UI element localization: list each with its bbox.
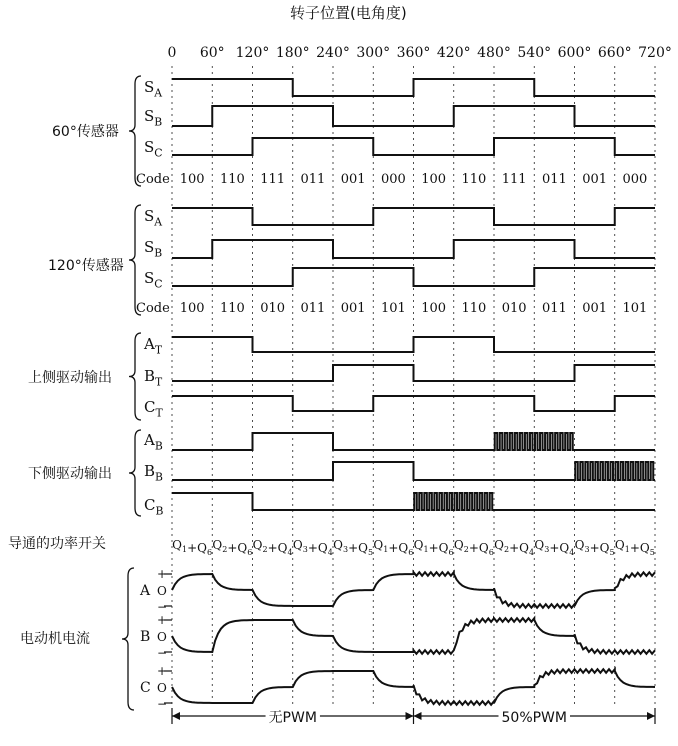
- switch-pair-6: $Q_1+Q_6$: [413, 538, 454, 557]
- lower-wave-1: [172, 462, 655, 480]
- angle-label-12: 720°: [638, 45, 672, 61]
- current-phase-B: B: [140, 629, 151, 645]
- current-phase-A: A: [140, 583, 151, 599]
- bottom-arrowhead-2: [414, 712, 422, 720]
- angle-label-6: 360°: [396, 45, 431, 61]
- current-plus-A: +: [157, 567, 168, 581]
- s60-code-8: 111: [501, 172, 527, 187]
- s120-code-9: 011: [541, 301, 567, 316]
- current-wave-C: [172, 669, 655, 705]
- s120-code-3: 011: [300, 301, 326, 316]
- angle-label-8: 480°: [477, 45, 511, 61]
- s120-code-4: 001: [340, 301, 366, 316]
- switch-pair-5: $Q_1+Q_6$: [373, 538, 414, 557]
- s60-code-11: 000: [622, 172, 648, 187]
- current-minus-B: −: [157, 646, 168, 660]
- s120-code-11: 101: [622, 301, 648, 316]
- current-plus-C: +: [157, 664, 168, 678]
- switch-pair-7: $Q_2+Q_6$: [453, 538, 494, 557]
- s60-code-1: 110: [219, 172, 245, 187]
- s60-code-2: 111: [260, 172, 286, 187]
- current-plus-B: +: [157, 613, 168, 627]
- angle-label-4: 240°: [316, 45, 350, 61]
- s120-label-0: $S_A$: [144, 207, 163, 229]
- s60-code-3: 011: [300, 172, 326, 187]
- s120-wave-1: [172, 240, 655, 258]
- angle-label-5: 300°: [356, 45, 391, 61]
- switch-pair-1: $Q_2+Q_6$: [212, 538, 253, 557]
- s60-wave-2: [172, 138, 655, 155]
- switch-pair-10: $Q_3+Q_5$: [574, 538, 615, 557]
- switch-pair-9: $Q_3+Q_4$: [534, 538, 575, 557]
- switch-pair-0: $Q_1+Q_6$: [172, 538, 213, 557]
- s120-code-1: 110: [219, 301, 245, 316]
- current-minus-C: −: [157, 697, 168, 711]
- s60-code-7: 110: [461, 172, 487, 187]
- s120-code-5: 101: [380, 301, 406, 316]
- lower-group-label: 下侧驱动输出: [28, 466, 112, 482]
- current-zero-B: O: [157, 630, 167, 644]
- s120-wave-2: [172, 268, 655, 286]
- bottom-label-50pwm: 50%PWM: [501, 710, 567, 726]
- upper-label-2: $C_T$: [144, 398, 163, 420]
- sensor120-label: 120°传感器: [48, 258, 124, 274]
- angle-label-0: 0: [167, 45, 177, 61]
- switch-pair-2: $Q_2+Q_4$: [252, 538, 293, 557]
- switches-label: 导通的功率开关: [8, 536, 106, 552]
- lower-label-0: $A_B$: [144, 431, 163, 453]
- upper-label-0: $A_T$: [144, 335, 163, 357]
- lower-wave-0: [172, 433, 655, 450]
- angle-label-11: 660°: [597, 45, 632, 61]
- angle-label-10: 600°: [557, 45, 592, 61]
- lower-label-1: $B_B$: [144, 462, 163, 484]
- angle-label-7: 420°: [436, 45, 471, 61]
- lower-wave-2: [172, 493, 655, 510]
- s60-label-1: $S_B$: [144, 107, 163, 129]
- diagram-title: 转子位置(电角度): [290, 4, 407, 22]
- s120-code-10: 001: [582, 301, 608, 316]
- current-zero-A: O: [157, 584, 167, 598]
- s60-code-label: Code: [136, 172, 170, 187]
- s60-wave-0: [172, 79, 655, 96]
- s120-code-0: 100: [179, 301, 205, 316]
- angle-label-1: 60°: [199, 45, 225, 61]
- switch-pair-8: $Q_2+Q_4$: [494, 538, 535, 557]
- s120-code-8: 010: [501, 301, 527, 316]
- sensor60-label: 60°传感器: [52, 124, 119, 140]
- bottom-arrowhead-0: [172, 712, 180, 720]
- upper-group-label: 上侧驱动输出: [28, 370, 112, 386]
- s120-label-2: $S_C$: [144, 269, 163, 291]
- s120-code-2: 010: [260, 301, 286, 316]
- switch-pair-3: $Q_3+Q_4$: [292, 538, 333, 557]
- s60-brace: [129, 76, 141, 186]
- s60-label-2: $S_C$: [144, 138, 163, 160]
- upper-label-1: $B_T$: [144, 367, 163, 389]
- bottom-label-no-pwm: 无PWM: [268, 710, 317, 726]
- angle-label-3: 180°: [275, 45, 310, 61]
- upper-wave-0: [172, 337, 655, 352]
- current-group-label: 电动机电流: [20, 631, 90, 647]
- upper-wave-1: [172, 365, 655, 381]
- s120-code-label: Code: [136, 301, 170, 316]
- bottom-arrowhead-1: [406, 712, 414, 720]
- s60-label-0: $S_A$: [144, 78, 163, 100]
- switch-pair-4: $Q_3+Q_5$: [333, 538, 374, 557]
- current-zero-C: O: [157, 681, 167, 695]
- s60-code-10: 001: [582, 172, 608, 187]
- current-minus-A: −: [157, 600, 168, 614]
- current-phase-C: C: [140, 680, 151, 696]
- s120-brace: [129, 205, 141, 315]
- lower-brace: [129, 430, 141, 516]
- bottom-arrowhead-3: [647, 712, 655, 720]
- s120-code-7: 110: [461, 301, 487, 316]
- s60-code-5: 000: [380, 172, 406, 187]
- s60-code-0: 100: [179, 172, 205, 187]
- s120-label-1: $S_B$: [144, 238, 163, 260]
- upper-brace: [129, 333, 141, 420]
- angle-label-2: 120°: [235, 45, 270, 61]
- switch-pair-11: $Q_1+Q_5$: [614, 538, 655, 557]
- s60-code-6: 100: [421, 172, 447, 187]
- s60-code-9: 011: [541, 172, 567, 187]
- current-brace: [122, 568, 134, 710]
- s120-code-6: 100: [421, 301, 447, 316]
- angle-label-9: 540°: [517, 45, 552, 61]
- lower-label-2: $C_B$: [144, 496, 164, 518]
- s60-code-4: 001: [340, 172, 366, 187]
